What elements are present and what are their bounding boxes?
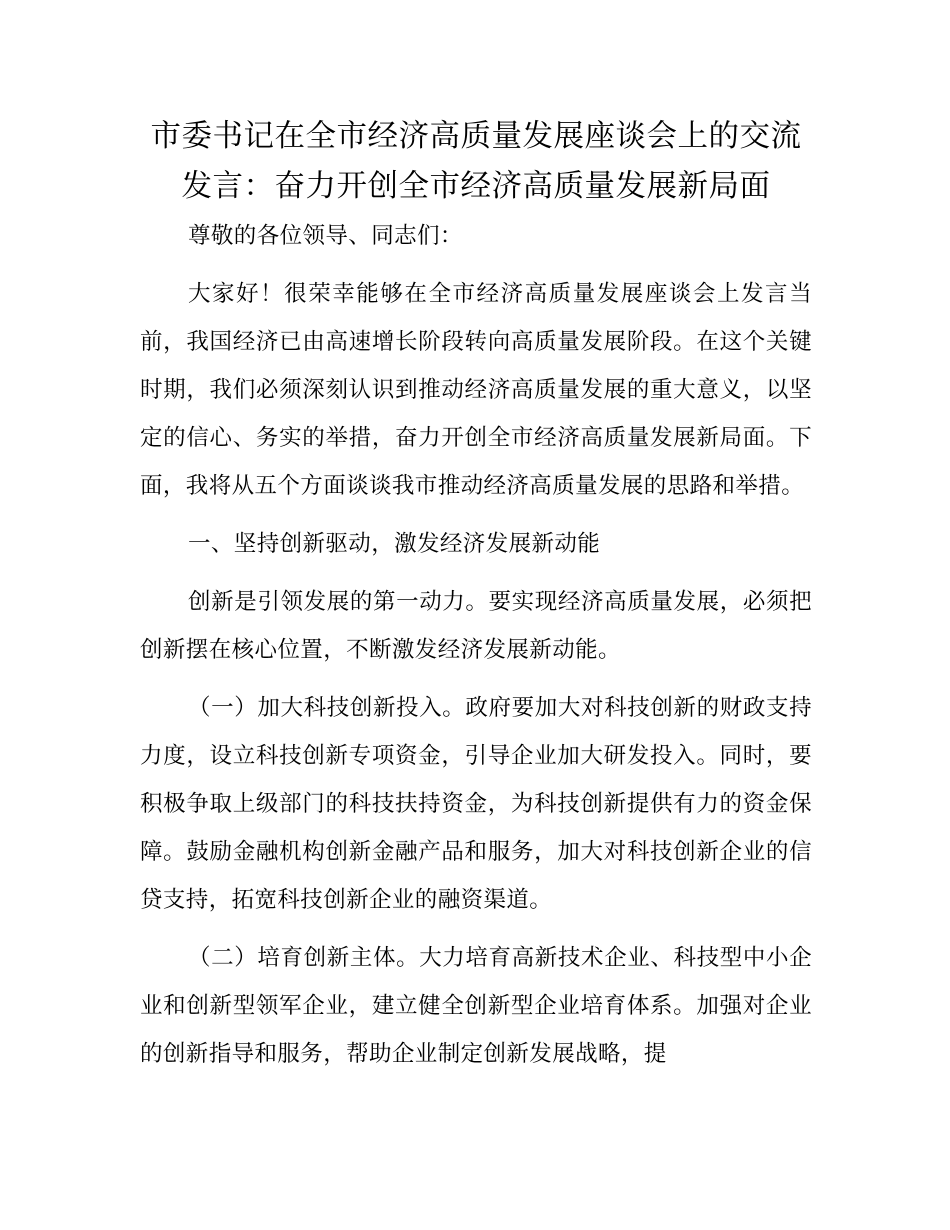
document-body (140, 212, 812, 1078)
section-intro-paragraph: 创新是引领发展的第一动力。要实现经济高质量发展，必须把创新摆在核心位置，不断激发经济发展新动能。 (140, 589, 812, 663)
document-title: 市委书记在全市经济高质量发展座谈会上的交流发言：奋力开创全市经济高质量发展新局面 (150, 119, 802, 204)
section-heading-1: 一、坚持创新驱动，激发经济发展新动能 (188, 531, 601, 557)
intro-paragraph: 大家好！很荣幸能够在全市经济高质量发展座谈会上发言当前，我国经济已由高速增长阶段转向高质量发展阶段。在这个关键时期，我们必须深刻认识到推动经济高质量发展的重大意义，以坚定的信心、务实的举措，奋力开创全市经济高质量发展新局面。下面，我将从五个方面谈谈我市推动经济高质量发展的思路和举措。 (140, 281, 812, 499)
subsection-paragraph-2: （二）培育创新主体。大力培育高新技术企业、科技型中小企业和创新型领军企业，建立健全创新型企业培育体系。加强对企业的创新指导和服务，帮助企业制定创新发展战略，提 (140, 945, 812, 1067)
subsection-paragraph-1: （一）加大科技创新投入。政府要加大对科技创新的财政支持力度，设立科技创新专项资金，引导企业加大研发投入。同时，要积极争取上级部门的科技扶持资金，为科技创新提供有力的资金保障。鼓励金融机构创新金融产品和服务，加大对科技创新企业的信贷支持，拓宽科技创新企业的融资渠道。 (140, 695, 812, 913)
salutation-paragraph: 尊敬的各位领导、同志们： (188, 223, 463, 249)
